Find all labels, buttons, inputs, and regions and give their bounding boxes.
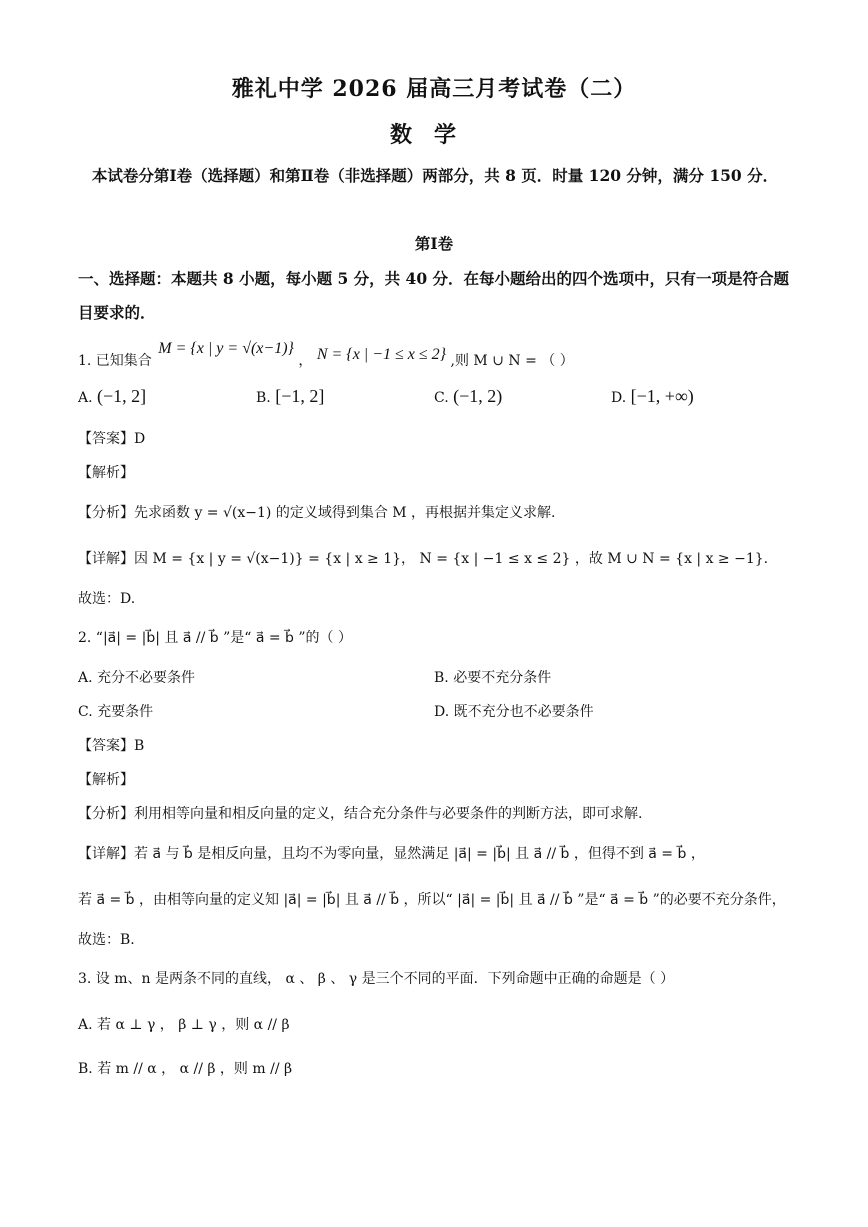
option-letter: B. bbox=[256, 390, 271, 406]
q1-option-c bbox=[434, 386, 502, 407]
option-letter: D. bbox=[611, 390, 627, 406]
option-letter: C. bbox=[78, 704, 93, 720]
q1-option-b bbox=[256, 386, 324, 407]
q1-detail: 【详解】因 M = {x | y = √(x−1)} = {x | x ≥ 1}， N = {x | −1 ≤ x ≤ 2} ，故 M ∪ N = {x | x ≥ −1}. bbox=[78, 551, 769, 567]
option-letter: A. bbox=[78, 390, 93, 406]
subject-title: 数学 bbox=[389, 122, 478, 148]
option-letter: D. bbox=[434, 704, 450, 720]
option-value: [−1, +∞) bbox=[630, 386, 694, 406]
q1-choose: 故选：D. bbox=[78, 591, 136, 607]
exam-title: 雅礼中学 2026 届高三月考试卷（二） bbox=[231, 76, 637, 102]
q3-option-a: A. 若 α ⊥ γ ， β ⊥ γ ，则 α // β bbox=[78, 1017, 290, 1033]
q2-option-a bbox=[78, 667, 195, 687]
option-letter: B. bbox=[434, 670, 449, 686]
q1-option-d bbox=[611, 386, 694, 407]
q2-analysis: 【分析】利用相等向量和相反向量的定义，结合充分条件与必要条件的判断方法，即可求解. bbox=[78, 806, 643, 822]
option-value: 充要条件 bbox=[97, 704, 154, 720]
q1-comma: ， bbox=[298, 353, 313, 369]
q2-stem: 2. “|a⃗| = |b⃗| 且 a⃗ // b⃗ ”是“ a⃗ = b⃗ ”的（ ） bbox=[78, 630, 352, 646]
option-value: 充分不必要条件 bbox=[97, 670, 196, 686]
option-value: 既不充分也不必要条件 bbox=[453, 704, 594, 720]
option-value: [−1, 2] bbox=[275, 386, 325, 406]
q1-stem bbox=[78, 340, 574, 370]
q2-detail-2: 若 a⃗ = b⃗ ，由相等向量的定义知 |a⃗| = |b⃗| 且 a⃗ // b⃗ ，所以“ |a⃗| = |b⃗| 且 a⃗ // b⃗ ”是“ a⃗ = b⃗ ”的必要不充分条件， bbox=[78, 892, 786, 908]
q2-option-c bbox=[78, 701, 153, 721]
section-heading: 一、选择题：本题共 8 小题，每小题 5 分，共 40 分．在每小题给出的四个选项中，只有一项是符合题目要求的． bbox=[78, 269, 790, 322]
option-value: (−1, 2) bbox=[453, 386, 503, 406]
q1-answer: 【答案】D bbox=[78, 431, 146, 447]
q3-stem: 3. 设 m、n 是两条不同的直线， α 、 β 、 γ 是三个不同的平面．下列命题中正确的命题是（ ） bbox=[78, 971, 675, 987]
volume-heading: 第Ⅰ卷 bbox=[414, 234, 454, 253]
q2-analysis-label: 【解析】 bbox=[78, 772, 134, 788]
q2-option-d bbox=[434, 701, 594, 721]
q1-option-a bbox=[78, 386, 146, 407]
q2-detail-1: 【详解】若 a⃗ 与 b⃗ 是相反向量，且均不为零向量，显然满足 |a⃗| = |b⃗| 且 a⃗ // b⃗ ，但得不到 a⃗ = b⃗ ， bbox=[78, 846, 705, 862]
q1-analysis-label: 【解析】 bbox=[78, 465, 134, 481]
q2-option-b bbox=[434, 667, 551, 687]
q1-set-n: N = {x | −1 ≤ x ≤ 2} bbox=[316, 346, 447, 363]
option-value: (−1, 2] bbox=[97, 386, 147, 406]
q2-answer: 【答案】B bbox=[78, 738, 145, 754]
option-letter: C. bbox=[434, 390, 449, 406]
q3-option-b: B. 若 m // α ， α // β ，则 m // β bbox=[78, 1061, 293, 1077]
q2-choose: 故选：B. bbox=[78, 932, 135, 948]
q1-set-m: M = {x | y = √(x−1)} bbox=[158, 340, 294, 357]
exam-intro: 本试卷分第Ⅰ卷（选择题）和第Ⅱ卷（非选择题）两部分，共 8 页．时量 120 分钟，满分 150 分． bbox=[91, 166, 779, 185]
option-letter: A. bbox=[78, 670, 93, 686]
q1-ask: ,则 M ∪ N = （ ） bbox=[450, 353, 574, 369]
q1-number: 1. 已知集合 bbox=[78, 353, 152, 369]
option-value: 必要不充分条件 bbox=[453, 670, 552, 686]
q1-analysis: 【分析】先求函数 y = √(x−1) 的定义域得到集合 M ，再根据并集定义求解. bbox=[78, 505, 556, 521]
